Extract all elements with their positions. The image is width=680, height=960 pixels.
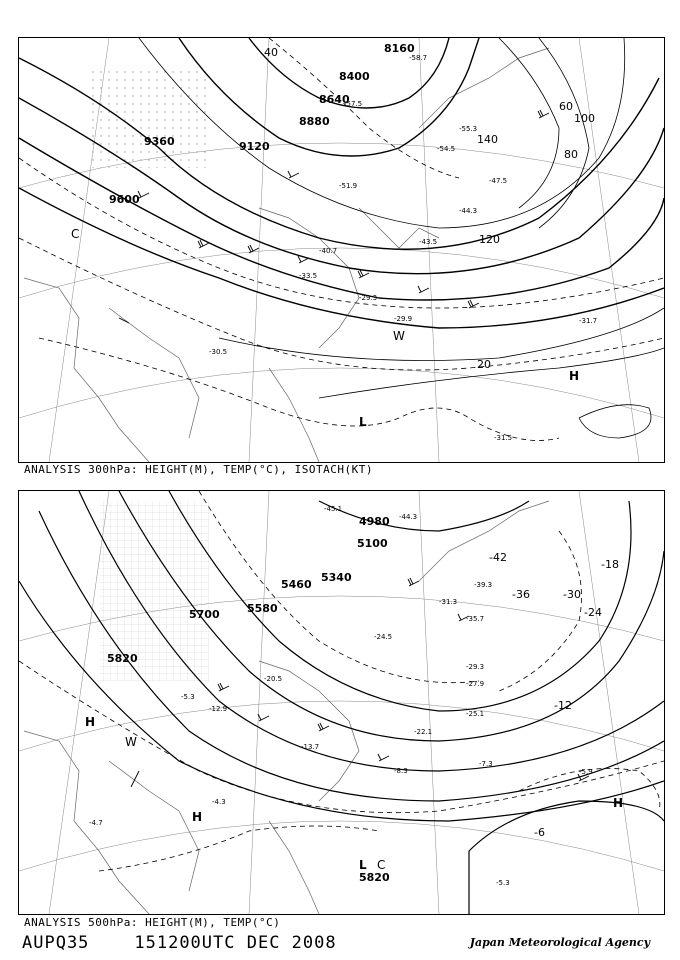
- low-pressure-marker: L: [359, 858, 367, 872]
- isotherm-label: -42: [489, 551, 507, 564]
- temp-label: -47.5: [489, 177, 508, 185]
- temp-label: -31.3: [439, 598, 458, 606]
- temp-label: -58.7: [409, 54, 428, 62]
- panel-caption-500hpa: ANALYSIS 500hPa: HEIGHT(M), TEMP(°C): [24, 916, 281, 929]
- isotachs: [139, 38, 664, 438]
- height-label: 8400: [339, 70, 370, 83]
- height-label: 5340: [321, 571, 352, 584]
- temp-label: -25.1: [466, 710, 485, 718]
- isotherm-label: -24: [584, 606, 602, 619]
- height-label: 8160: [384, 42, 415, 55]
- map-panel-300hpa: [18, 37, 665, 463]
- height-label: 5100: [357, 537, 388, 550]
- cold-center-marker: C: [71, 227, 80, 241]
- pressure-systems: [71, 227, 579, 429]
- low-pressure-marker: L: [359, 415, 367, 429]
- height-label: 5820: [107, 652, 138, 665]
- temp-label: -5.3: [496, 879, 510, 887]
- temp-label: -7.3: [479, 760, 493, 768]
- isotherm-label: -30: [563, 588, 581, 601]
- temp-label: -51.9: [339, 182, 358, 190]
- temp-label: -35.7: [466, 615, 485, 623]
- cold-center-marker: C: [377, 858, 386, 872]
- height-label: 5820: [359, 871, 390, 884]
- temp-label: -43.5: [419, 238, 438, 246]
- isotach-label: 140: [477, 133, 498, 146]
- high-pressure-marker: H: [613, 796, 624, 810]
- temp-label: -22.1: [414, 728, 433, 736]
- height-label: 5580: [247, 602, 278, 615]
- temp-label: -55.3: [459, 125, 478, 133]
- isotherm-label: -6: [534, 826, 545, 839]
- chart-code: AUPQ35: [22, 933, 90, 953]
- isotherm-labels: [489, 551, 619, 839]
- temp-label: -27.9: [466, 680, 485, 688]
- agency-credit: Japan Meteorological Agency: [469, 936, 650, 949]
- temp-label: -4.7: [89, 819, 103, 827]
- temp-label: -29.3: [466, 663, 485, 671]
- chart-header: [22, 933, 337, 953]
- isotach-label: 100: [574, 112, 595, 125]
- isotach-label: 60: [559, 100, 573, 113]
- high-pressure-marker: H: [85, 715, 96, 729]
- temp-label: -44.3: [399, 513, 418, 521]
- temp-label: -39.3: [474, 581, 493, 589]
- isotach-label: 80: [564, 148, 578, 161]
- isotach-label: 120: [479, 233, 500, 246]
- temp-label: -13.7: [301, 743, 320, 751]
- temp-label: -40.7: [319, 247, 338, 255]
- temp-label: -31.7: [579, 317, 598, 325]
- height-label: 8880: [299, 115, 330, 128]
- pressure-systems: [85, 715, 623, 872]
- temp-label: -29.3: [359, 294, 378, 302]
- temp-label: -57.5: [344, 100, 363, 108]
- height-label: 9120: [239, 140, 270, 153]
- warm-center-marker: W: [125, 735, 137, 749]
- temp-label: -5.3: [181, 693, 195, 701]
- temp-label: -12.9: [209, 705, 228, 713]
- temp-label: -24.5: [374, 633, 393, 641]
- temp-label: -44.3: [459, 207, 478, 215]
- isotach-label: 40: [264, 46, 278, 59]
- height-label: 5700: [189, 608, 220, 621]
- temp-label: -8.3: [394, 767, 408, 775]
- temp-label: -31.5: [494, 434, 513, 442]
- warm-center-marker: W: [393, 329, 405, 343]
- temp-label: -30.5: [209, 348, 228, 356]
- isotherm-label: -18: [601, 558, 619, 571]
- temp-label: -29.9: [394, 315, 413, 323]
- temp-label: -4.3: [212, 798, 226, 806]
- high-pressure-marker: H: [569, 369, 580, 383]
- isotach-label: 20: [477, 358, 491, 371]
- isotherm-label: -36: [512, 588, 530, 601]
- land-stipple: [89, 68, 209, 168]
- valid-time: 151200UTC DEC 2008: [134, 933, 337, 953]
- temp-label: -54.5: [437, 145, 456, 153]
- map-500hpa-svg: [19, 491, 664, 914]
- temp-label: -45.1: [324, 505, 343, 513]
- height-label: 4980: [359, 515, 390, 528]
- temp-label: -33.5: [299, 272, 318, 280]
- height-label: 8640: [319, 93, 350, 106]
- map-300hpa-svg: [19, 38, 664, 462]
- map-panel-500hpa: [18, 490, 665, 915]
- height-label: 9600: [109, 193, 140, 206]
- height-label: 9360: [144, 135, 175, 148]
- temp-label: -5.9: [579, 768, 593, 776]
- high-pressure-marker: H: [192, 810, 203, 824]
- panel-caption-300hpa: ANALYSIS 300hPa: HEIGHT(M), TEMP(°C), ISOTACH(KT): [24, 463, 374, 476]
- isotherm-label: -12: [554, 699, 572, 712]
- temp-label: -20.5: [264, 675, 283, 683]
- height-label: 5460: [281, 578, 312, 591]
